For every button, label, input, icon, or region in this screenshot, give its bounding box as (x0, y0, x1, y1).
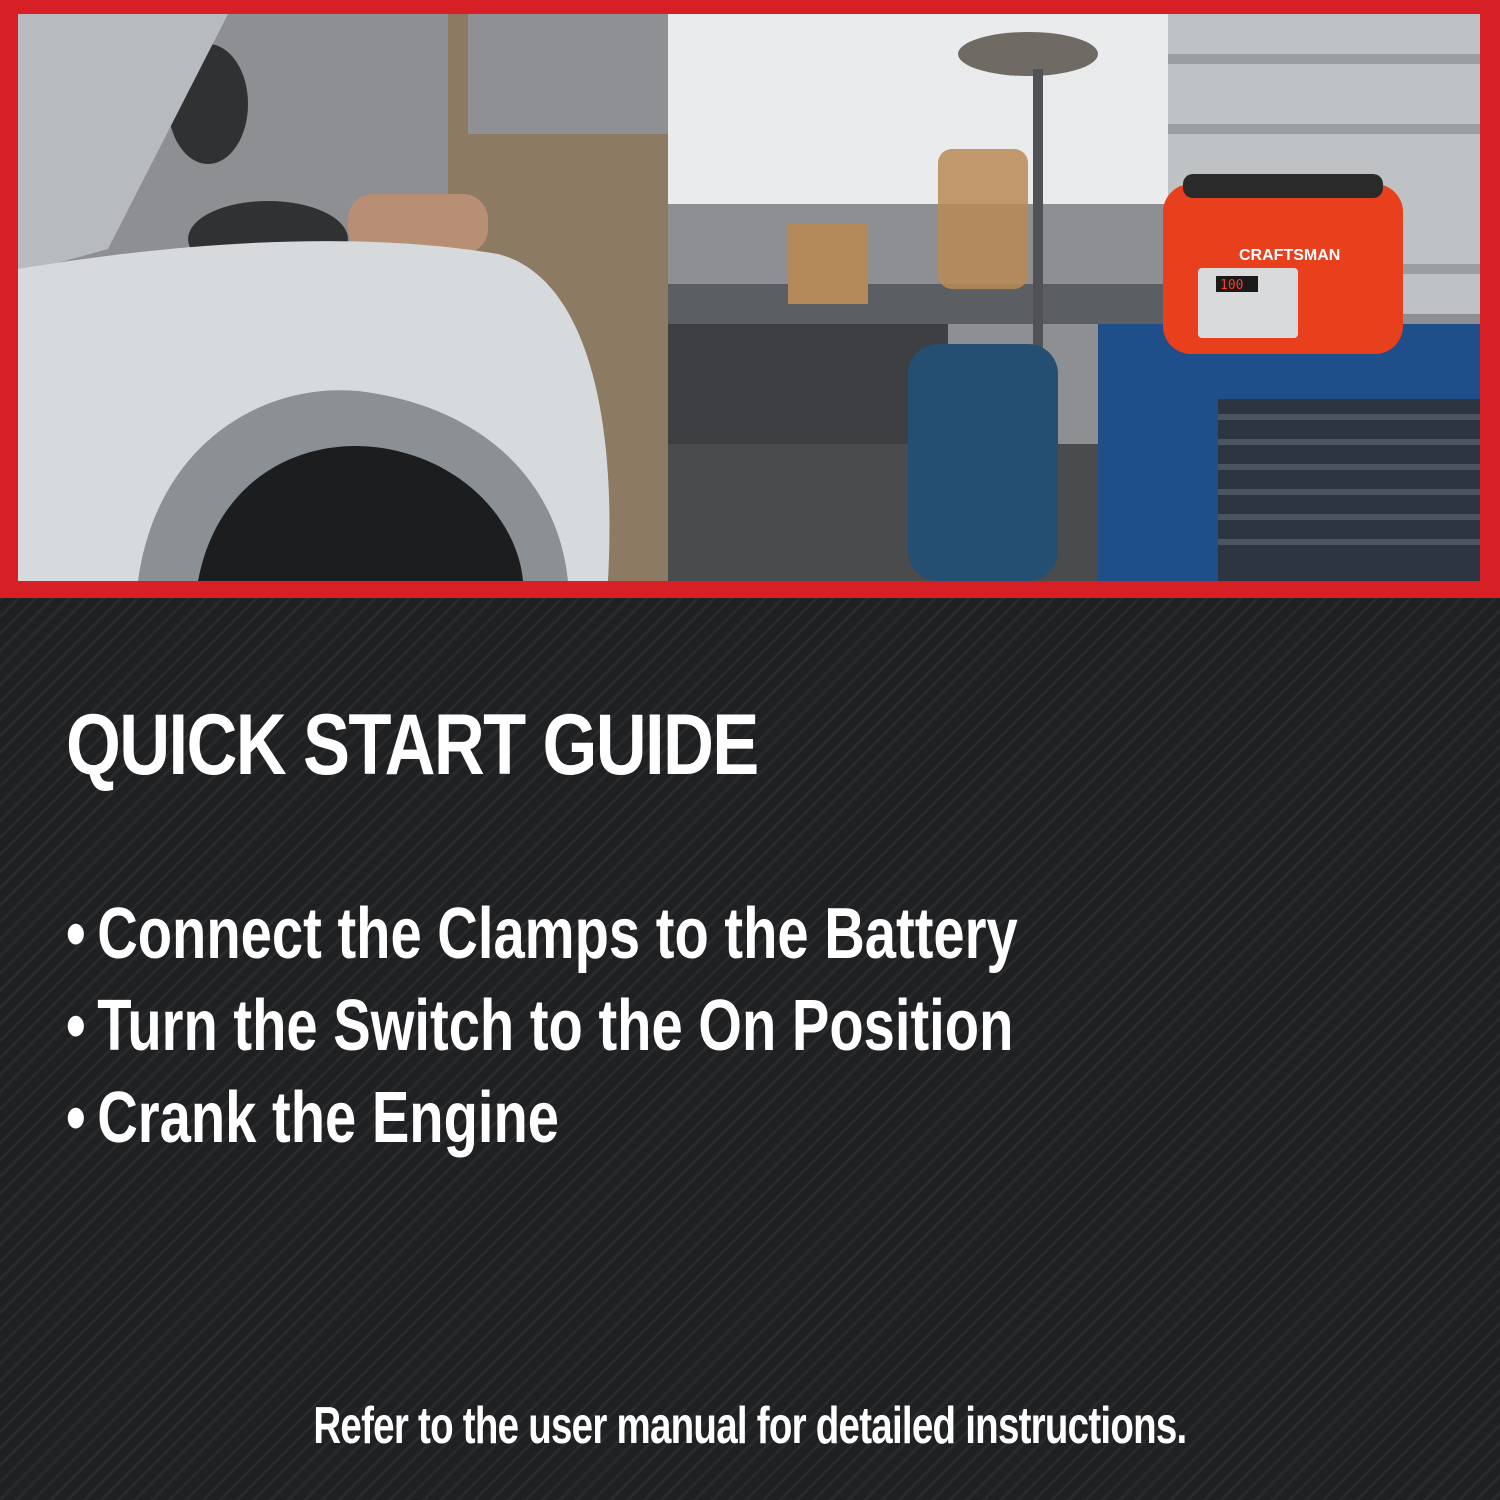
device-display: 100 (1220, 278, 1244, 293)
footnote-text: Refer to the user manual for detailed instructions. (313, 1397, 1187, 1455)
step-text: Turn the Switch to the On Position (97, 986, 1014, 1066)
step-item (66, 980, 1018, 1072)
bullet-icon: • (66, 1078, 86, 1158)
garage-photo (18, 14, 1480, 581)
oil-container (938, 149, 1028, 289)
footnote (0, 1394, 1500, 1458)
step-item (66, 1072, 1018, 1164)
blue-drain-tank (908, 344, 1058, 581)
bullet-icon: • (66, 894, 86, 974)
jump-starter-device (1163, 174, 1403, 354)
page-title: QUICK START GUIDE (66, 697, 758, 793)
garage-scene (18, 14, 1480, 581)
step-item (66, 888, 1018, 980)
cardboard-box (788, 224, 868, 304)
window-light (658, 14, 1178, 204)
oil-drain-funnel (958, 32, 1098, 76)
step-text: Crank the Engine (97, 1078, 560, 1158)
steps-list (66, 888, 1286, 1164)
workbench (648, 284, 1168, 324)
hero-photo-frame (0, 0, 1500, 598)
device-brand-label: CRAFTSMAN (1239, 247, 1341, 264)
step-text: Connect the Clamps to the Battery (97, 894, 1018, 974)
bullet-icon: • (66, 986, 86, 1066)
